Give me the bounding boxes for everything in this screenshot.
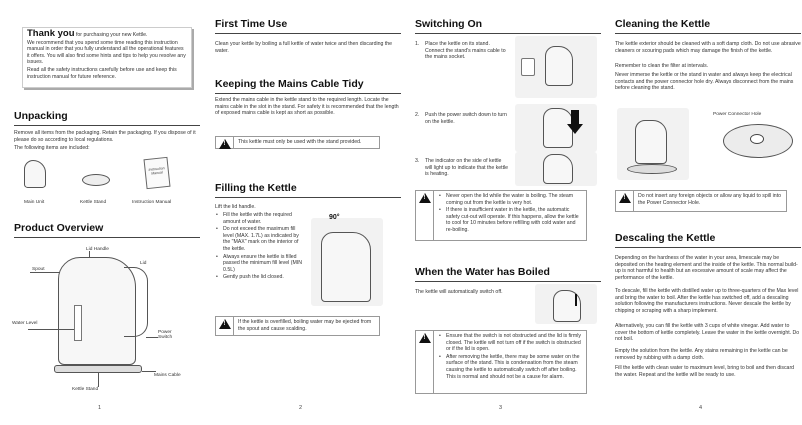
item-label-instruction-manual: Instruction Manual [132, 200, 172, 205]
step-2: Push the power switch down to turn on the kettle. [425, 112, 507, 125]
first-time-use-title: First Time Use [215, 18, 401, 34]
label-lid-handle: Lid Handle [86, 247, 109, 252]
descaling-body-2: To descale, fill the kettle with distilled water up to three-quarters of the Max level and bring the water to boil. After the kettle has switched off, add a descaling solution following the manufacturers instructions. Never descale the kettle by chipping or scraping with a sharp implement. [615, 288, 799, 314]
step-number-3: 3. [415, 158, 420, 164]
unpacking-title: Unpacking [14, 110, 200, 126]
warning-icon: ! [419, 333, 431, 343]
first-time-use-body: Clean your kettle by boiling a full kettle of water twice and then discarding the water. [215, 41, 393, 54]
product-overview-diagram [14, 245, 200, 395]
switching-on-title: Switching On [415, 18, 601, 34]
angle-label: 90° [329, 214, 340, 221]
thank-you-body-1: We recommend that you spend some time reading this instruction manual in order that you fully understand all the operational features it offers. You will also find some hints and tips to help you resolve any issues. [27, 39, 186, 66]
list-item: • Gently push the lid closed. [215, 274, 307, 281]
page-3 [415, 0, 601, 425]
page-2 [215, 0, 401, 425]
step-1: Place the kettle on its stand. Connect the stand's mains cable to the mains socket. [425, 41, 506, 61]
kettle-handle [124, 267, 148, 337]
list-item: • Always ensure the kettle is filled passed the minimum fill level (MIN 0.5L) [215, 254, 307, 274]
label-mains-cable: Mains Cable [154, 373, 181, 378]
warning-icon: ! [619, 193, 631, 203]
water-boiled-title: When the Water has Boiled [415, 266, 601, 282]
step-3: The indicator on the side of kettle will light up to indicate that the kettle is heating. [425, 158, 509, 178]
water-boiled-body: The kettle will automatically switch off. [415, 289, 503, 295]
boiled-warning [415, 330, 587, 394]
instruction-manual-image: Instruction Manual [143, 157, 170, 189]
page-4 [615, 0, 801, 425]
kettle-base [54, 365, 142, 373]
descaling-body-1: Depending on the hardness of the water in your area, limescale may be deposited on the heating element and the inside of the kettle. This normal build-up is not harmful to health but an excessive amount of scale may affect the performance of the kettle. [615, 255, 798, 281]
filling-title: Filling the Kettle [215, 182, 401, 198]
filling-list [215, 212, 307, 282]
product-overview-title: Product Overview [14, 222, 200, 238]
step-1-image [515, 36, 597, 98]
thank-you-title: Thank you [27, 28, 75, 39]
descaling-body-3: Alternatively, you can fill the kettle with 3 cups of white vinegar. Add water to cover the bottom of kettle completely. Leave the water in the kettle overnight. Do not boil. [615, 323, 800, 343]
cable-warning [215, 136, 380, 149]
cable-tidy-body: Extend the mains cable in the kettle stand to the required length. Locate the mains cable in the slot in the stand. For safety it is recommended that the length of exposed mains cable is kept as short as possible. [215, 97, 399, 117]
page-number-2: 2 [299, 405, 303, 411]
label-power-switch: Power Switch [158, 330, 173, 340]
cleaning-image [617, 108, 689, 180]
fill-warning [215, 316, 380, 336]
kettle-window [74, 305, 82, 341]
descaling-body-4: Empty the solution from the kettle. Any stains remaining in the kettle can be removed by rubbing with a damp cloth. [615, 348, 788, 361]
thank-you-box [22, 27, 192, 88]
descaling-title: Descaling the Kettle [615, 232, 801, 248]
warning-icon: ! [419, 193, 431, 203]
thank-you-rest: for purchasing your new Kettle. [74, 32, 148, 38]
cleaning-body-2: Remember to clean the filter at intervals. [615, 63, 709, 69]
list-item: • If there is insufficient water in the kettle, the automatic safety cut-out will operate. If this happens, allow the kettle to cool for 10 minutes before refilling with cold water and re-boiling. [438, 207, 582, 233]
cable-warning-text: This kettle must only be used with the stand provided. [238, 139, 362, 145]
list-item: • Fill the kettle with the required amount of water. [215, 212, 307, 225]
filling-image [311, 214, 383, 306]
filling-intro: Lift the lid handle. [215, 204, 256, 210]
main-unit-image [24, 160, 46, 188]
connector-warning [615, 190, 787, 212]
step-number-1: 1. [415, 41, 420, 47]
cleaning-body-3: Never immerse the kettle or the stand in water and always keep the electrical contacts and the power connector hole dry. Always disconnect from the mains before cleaning the stand. [615, 72, 794, 92]
warning-icon: ! [219, 319, 231, 329]
label-kettle-stand: Kettle Stand [72, 387, 99, 392]
label-water-level: Water Level [12, 321, 38, 326]
page-number-4: 4 [699, 405, 703, 411]
cable-tidy-title: Keeping the Mains Cable Tidy [215, 78, 401, 94]
unpacking-included: The following items are included: [14, 145, 90, 151]
warning-icon: ! [219, 139, 231, 149]
list-item: • After removing the kettle, there may be some water on the surface of the stand. This is condensation from the steam causing the kettle to automatically switch off after boiling. This is normal and should not be a cause for alarm. [438, 354, 582, 380]
page-number-3: 3 [499, 405, 503, 411]
connector-warning-text: Do not insert any foreign objects or allow any liquid to spill into the Power Connector Hole. [638, 193, 782, 206]
item-label-kettle-stand: Kettle Stand [80, 200, 107, 205]
boiled-image [535, 284, 597, 324]
connector-label: Power Connector Hole [713, 112, 762, 117]
step-3-image [515, 152, 597, 186]
list-item: • Never open the lid while the water is boiling. The steam coming out from the kettle is very hot. [438, 193, 582, 206]
cleaning-title: Cleaning the Kettle [615, 18, 801, 34]
descaling-body-5: Fill the kettle with clean water to maximum level, bring to boil and then discard the water. Repeat and the kettle will be ready to use. [615, 365, 795, 378]
connector-image [723, 124, 793, 158]
switching-warning [415, 190, 587, 241]
step-2-image [515, 104, 597, 152]
page-1 [14, 0, 200, 425]
thank-you-body-2: Read all the safety instructions carefully before use and keep this instruction manual for future reference. [27, 66, 177, 80]
item-label-main-unit: Main Unit [24, 200, 45, 205]
kettle-stand-image [82, 174, 110, 186]
list-item: • Do not exceed the maximum fill level (MAX. 1.7L) as indicated by the "MAX" mark on the interior of the kettle. [215, 226, 307, 252]
step-number-2: 2. [415, 112, 420, 118]
label-lid: Lid [140, 261, 147, 266]
label-spout: Spout [32, 267, 45, 272]
list-item: • Ensure that the switch is not obstructed and the lid is firmly closed. The kettle will not turn off if the switch is obstructed or if the lid is open. [438, 333, 582, 353]
cleaning-body-1: The kettle exterior should be cleaned with a soft damp cloth. Do not use abrasive cleaners or scouring pads which may damage the finish of the kettle. [615, 41, 801, 54]
fill-warning-text: If the kettle is overfilled, boiling water may be ejected from the spout and cause scalding. [238, 319, 372, 332]
unpacking-body: Remove all items from the packaging. Retain the packaging. If you dispose of it please do so according to local regulations. [14, 130, 196, 143]
page-number-1: 1 [98, 405, 102, 411]
